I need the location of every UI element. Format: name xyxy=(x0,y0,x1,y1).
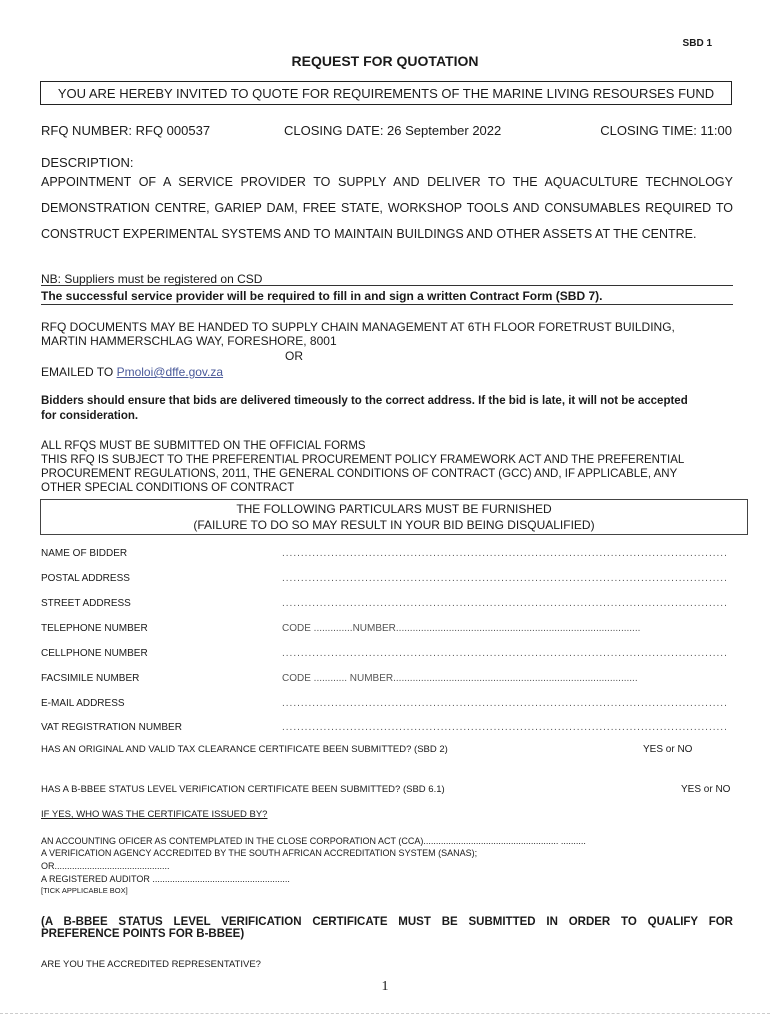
divider xyxy=(41,304,733,305)
closing-time: CLOSING TIME: 11:00 xyxy=(600,123,732,138)
rfq-number: RFQ NUMBER: RFQ 000537 xyxy=(41,123,211,138)
field-input-facsimile[interactable]: CODE ............ NUMBER........................................................................................ xyxy=(282,673,638,684)
issued-by-question: IF YES, WHO WAS THE CERTIFICATE ISSUED BY? xyxy=(41,809,268,820)
representative-question: ARE YOU THE ACCREDITED REPRESENTATIVE? xyxy=(41,959,261,970)
contract-note: The successful service provider will be required to fill in and sign a written Contract Form (SBD 7). xyxy=(41,289,603,303)
field-input-telephone[interactable]: CODE ..............NUMBER........................................................................................ xyxy=(282,623,641,634)
or-line: OR.............................................. xyxy=(41,861,170,871)
field-input-email[interactable]: ...................................................................................................................... xyxy=(282,698,728,709)
timeous-note: Bidders should ensure that bids are delivered timeously to the correct address. If the bid is late, it will not be accepted xyxy=(41,395,688,407)
field-label-facsimile: FACSIMILE NUMBER xyxy=(41,673,140,684)
submission-line: MARTIN HAMMERSCHLAG WAY, FORESHORE, 8001 xyxy=(41,334,337,348)
bbbee-answer[interactable]: YES or NO xyxy=(681,784,731,795)
document-title: REQUEST FOR QUOTATION xyxy=(291,53,479,69)
submission-line: RFQ DOCUMENTS MAY BE HANDED TO SUPPLY CHAIN MANAGEMENT AT 6TH FLOOR FORETRUST BUILDING, xyxy=(41,320,675,334)
field-input-vat[interactable]: ...................................................................................................................... xyxy=(282,722,728,733)
field-label-cellphone: CELLPHONE NUMBER xyxy=(41,648,148,659)
particulars-heading: THE FOLLOWING PARTICULARS MUST BE FURNISHED xyxy=(236,502,552,516)
auditor-option[interactable]: A REGISTERED AUDITOR ....................................................... xyxy=(41,874,290,884)
field-label-postal: POSTAL ADDRESS xyxy=(41,573,130,584)
emailed-to-label: EMAILED TO xyxy=(41,365,117,379)
description-line: DEMONSTRATION CENTRE, GARIEP DAM, FREE STATE, WORKSHOP TOOLS AND CONSUMABLES REQUIRED TO xyxy=(41,201,733,215)
official-forms-line: OTHER SPECIAL CONDITIONS OF CONTRACT xyxy=(41,482,295,494)
official-forms-line: ALL RFQS MUST BE SUBMITTED ON THE OFFICIAL FORMS xyxy=(41,440,366,452)
cca-option[interactable]: AN ACCOUNTING OFICER AS CONTEMPLATED IN THE CLOSE CORPORATION ACT (CCA)...................................................... .......... xyxy=(41,836,586,846)
official-forms-line: THIS RFQ IS SUBJECT TO THE PREFERENTIAL PROCUREMENT POLICY FRAMEWORK ACT AND THE PREFERENTIAL xyxy=(41,454,685,466)
field-input-postal[interactable]: ...................................................................................................................... xyxy=(282,573,728,584)
form-code: SBD 1 xyxy=(682,38,712,49)
sanas-option[interactable]: A VERIFICATION AGENCY ACCREDITED BY THE SOUTH AFRICAN ACCREDITATION SYSTEM (SANAS); xyxy=(41,848,478,858)
official-forms-line: PROCUREMENT REGULATIONS, 2011, THE GENERAL CONDITIONS OF CONTRACT (GCC) AND, IF APPLICABLE, ANY xyxy=(41,468,678,480)
field-label-name: NAME OF BIDDER xyxy=(41,548,128,559)
email-line xyxy=(41,365,223,379)
field-input-cellphone[interactable]: ...................................................................................................................... xyxy=(282,648,728,659)
timeous-note-cont: for consideration. xyxy=(41,410,139,422)
bbbee-question: HAS A B-BBEE STATUS LEVEL VERIFICATION CERTIFICATE BEEN SUBMITTED? (SBD 6.1) xyxy=(41,784,445,795)
description-label: DESCRIPTION: xyxy=(41,155,134,170)
divider xyxy=(41,285,733,286)
particulars-warning: (FAILURE TO DO SO MAY RESULT IN YOUR BID BEING DISQUALIFIED) xyxy=(193,518,595,532)
certificate-note-line: PREFERENCE POINTS FOR B-BBEE) xyxy=(41,928,245,940)
field-input-street[interactable]: ...................................................................................................................... xyxy=(282,598,728,609)
particulars-box xyxy=(40,499,748,535)
submission-or: OR xyxy=(285,349,303,363)
closing-date: CLOSING DATE: 26 September 2022 xyxy=(284,123,502,138)
description-line: APPOINTMENT OF A SERVICE PROVIDER TO SUPPLY AND DELIVER TO THE AQUACULTURE TECHNOLOGY xyxy=(41,175,733,189)
tax-question: HAS AN ORIGINAL AND VALID TAX CLEARANCE CERTIFICATE BEEN SUBMITTED? (SBD 2) xyxy=(41,744,448,755)
field-input-name[interactable]: ...................................................................................................................... xyxy=(282,548,728,559)
certificate-note xyxy=(41,916,733,940)
field-label-street: STREET ADDRESS xyxy=(41,598,131,609)
invitation-box: YOU ARE HEREBY INVITED TO QUOTE FOR REQUIREMENTS OF THE MARINE LIVING RESOURSES FUND xyxy=(40,81,732,105)
csd-note: NB: Suppliers must be registered on CSD xyxy=(41,272,263,286)
field-label-telephone: TELEPHONE NUMBER xyxy=(41,623,148,634)
certificate-note-line: (A B-BBEE STATUS LEVEL VERIFICATION CERTIFICATE MUST BE SUBMITTED IN ORDER TO QUALIFY FOR xyxy=(41,916,733,928)
field-label-vat: VAT REGISTRATION NUMBER xyxy=(41,722,182,733)
page-edge xyxy=(0,1013,770,1014)
description-text xyxy=(41,169,733,247)
page-number: 1 xyxy=(381,979,389,994)
tick-instruction: [TICK APPLICABLE BOX] xyxy=(41,886,128,895)
email-link[interactable]: Pmoloi@dffe.gov.za xyxy=(116,365,224,379)
tax-answer[interactable]: YES or NO xyxy=(643,744,693,755)
description-line: CONSTRUCT EXPERIMENTAL SYSTEMS AND TO MAINTAIN BUILDINGS AND OTHER ASSETS AT THE CENTRE. xyxy=(41,227,697,241)
field-label-email: E-MAIL ADDRESS xyxy=(41,698,125,709)
